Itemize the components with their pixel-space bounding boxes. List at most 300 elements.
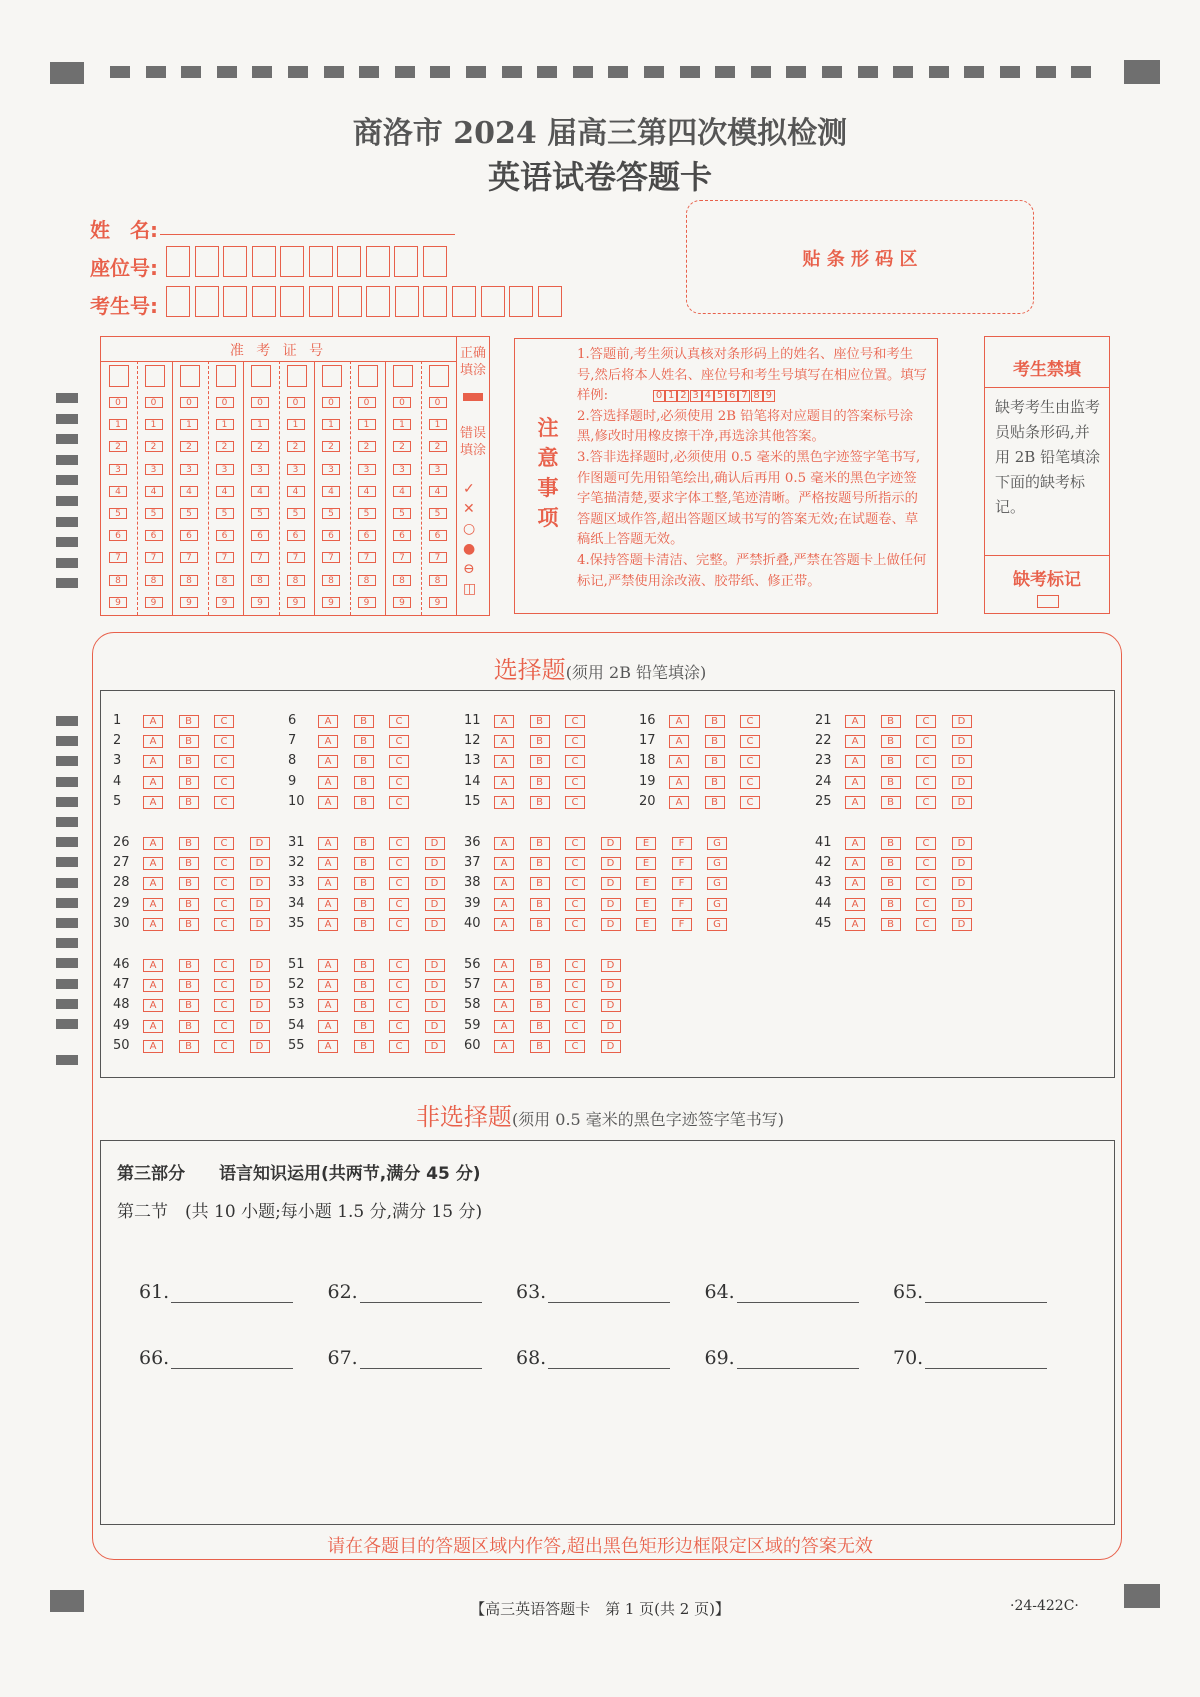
answer-bubble[interactable]: D (601, 1020, 621, 1033)
answer-bubble[interactable]: C (214, 735, 234, 748)
admission-digit-bubble[interactable]: 3 (429, 464, 447, 475)
admission-digit-bubble[interactable]: 0 (429, 397, 447, 408)
admission-digit-bubble[interactable]: 0 (358, 397, 376, 408)
answer-bubble[interactable]: B (179, 1020, 199, 1033)
answer-bubble[interactable]: B (530, 999, 550, 1012)
answer-bubble[interactable]: B (705, 735, 725, 748)
answer-bubble[interactable]: B (179, 735, 199, 748)
answer-bubble[interactable]: A (845, 837, 865, 850)
admission-digit-bubble[interactable]: 9 (109, 597, 127, 608)
admission-digit-bubble[interactable]: 2 (216, 441, 234, 452)
answer-bubble[interactable]: A (669, 776, 689, 789)
answer-bubble[interactable]: B (354, 857, 374, 870)
answer-bubble[interactable]: C (214, 1040, 234, 1053)
answer-bubble[interactable]: D (250, 918, 270, 931)
admission-digit-bubble[interactable]: 1 (322, 419, 340, 430)
answer-bubble[interactable]: B (530, 877, 550, 890)
answer-bubble[interactable]: C (565, 959, 585, 972)
answer-bubble[interactable]: B (179, 877, 199, 890)
answer-bubble[interactable]: C (389, 796, 409, 809)
answer-bubble[interactable]: A (494, 755, 514, 768)
answer-blank-67[interactable]: 67. (328, 1347, 482, 1369)
answer-bubble[interactable]: B (530, 898, 550, 911)
answer-bubble[interactable]: F (672, 857, 692, 870)
admission-digit-bubble[interactable]: 8 (358, 575, 376, 586)
answer-bubble[interactable]: B (179, 979, 199, 992)
seat-digit-cell[interactable] (423, 246, 447, 277)
admission-digit-bubble[interactable]: 9 (180, 597, 198, 608)
answer-bubble[interactable]: B (705, 796, 725, 809)
answer-bubble[interactable]: A (845, 898, 865, 911)
absent-mark-bubble[interactable] (1037, 595, 1059, 608)
admission-digit-bubble[interactable]: 0 (180, 397, 198, 408)
answer-bubble[interactable]: C (389, 1020, 409, 1033)
answer-bubble[interactable]: D (952, 898, 972, 911)
exam-number-digit-cell[interactable] (423, 286, 447, 317)
answer-bubble[interactable]: B (705, 755, 725, 768)
admission-write-cell[interactable] (393, 365, 413, 387)
answer-bubble[interactable]: C (389, 857, 409, 870)
answer-bubble[interactable]: C (214, 999, 234, 1012)
answer-bubble[interactable]: C (565, 857, 585, 870)
answer-bubble[interactable]: D (601, 979, 621, 992)
answer-bubble[interactable]: B (530, 735, 550, 748)
answer-bubble[interactable]: A (494, 959, 514, 972)
answer-bubble[interactable]: A (845, 857, 865, 870)
answer-bubble[interactable]: C (389, 735, 409, 748)
answer-bubble[interactable]: B (530, 1020, 550, 1033)
admission-digit-bubble[interactable]: 7 (216, 552, 234, 563)
admission-digit-bubble[interactable]: 8 (180, 575, 198, 586)
answer-bubble[interactable]: A (143, 796, 163, 809)
answer-blank-65[interactable]: 65. (893, 1281, 1047, 1303)
answer-bubble[interactable]: A (669, 735, 689, 748)
answer-bubble[interactable]: C (565, 1020, 585, 1033)
seat-digit-cell[interactable] (252, 246, 276, 277)
answer-bubble[interactable]: B (530, 837, 550, 850)
answer-bubble[interactable]: D (250, 898, 270, 911)
admission-digit-bubble[interactable]: 5 (251, 508, 269, 519)
answer-bubble[interactable]: C (389, 979, 409, 992)
answer-bubble[interactable]: A (318, 877, 338, 890)
answer-bubble[interactable]: C (565, 1040, 585, 1053)
answer-bubble[interactable]: D (952, 877, 972, 890)
answer-bubble[interactable]: A (494, 857, 514, 870)
admission-digit-bubble[interactable]: 5 (358, 508, 376, 519)
answer-bubble[interactable]: C (740, 715, 760, 728)
admission-digit-bubble[interactable]: 6 (358, 530, 376, 541)
answer-bubble[interactable]: C (565, 715, 585, 728)
answer-bubble[interactable]: E (636, 877, 656, 890)
answer-bubble[interactable]: C (214, 715, 234, 728)
answer-bubble[interactable]: B (354, 898, 374, 911)
answer-bubble[interactable]: B (530, 857, 550, 870)
exam-number-digit-cell[interactable] (452, 286, 476, 317)
admission-digit-bubble[interactable]: 8 (251, 575, 269, 586)
answer-bubble[interactable]: C (916, 877, 936, 890)
answer-bubble[interactable]: B (881, 898, 901, 911)
admission-write-cell[interactable] (145, 365, 165, 387)
answer-bubble[interactable]: B (530, 776, 550, 789)
admission-digit-bubble[interactable]: 9 (429, 597, 447, 608)
answer-bubble[interactable]: D (601, 857, 621, 870)
admission-digit-bubble[interactable]: 3 (393, 464, 411, 475)
admission-digit-bubble[interactable]: 3 (109, 464, 127, 475)
answer-bubble[interactable]: C (740, 735, 760, 748)
admission-digit-bubble[interactable]: 7 (322, 552, 340, 563)
answer-bubble[interactable]: A (318, 1020, 338, 1033)
answer-bubble[interactable]: D (250, 1040, 270, 1053)
answer-bubble[interactable]: A (143, 918, 163, 931)
admission-write-cell[interactable] (322, 365, 342, 387)
answer-bubble[interactable]: A (494, 796, 514, 809)
answer-bubble[interactable]: C (389, 715, 409, 728)
answer-bubble[interactable]: C (565, 755, 585, 768)
answer-bubble[interactable]: A (318, 715, 338, 728)
answer-bubble[interactable]: A (318, 898, 338, 911)
name-line[interactable] (160, 234, 455, 235)
admission-digit-bubble[interactable]: 5 (145, 508, 163, 519)
exam-number-digit-cell[interactable] (395, 286, 419, 317)
answer-bubble[interactable]: B (881, 735, 901, 748)
seat-digit-cell[interactable] (337, 246, 361, 277)
answer-bubble[interactable]: D (425, 979, 445, 992)
answer-bubble[interactable]: C (389, 959, 409, 972)
admission-digit-bubble[interactable]: 3 (322, 464, 340, 475)
answer-bubble[interactable]: B (354, 735, 374, 748)
answer-bubble[interactable]: A (494, 1040, 514, 1053)
answer-bubble[interactable]: E (636, 837, 656, 850)
answer-bubble[interactable]: B (530, 1040, 550, 1053)
answer-bubble[interactable]: C (214, 1020, 234, 1033)
admission-digit-bubble[interactable]: 0 (322, 397, 340, 408)
answer-bubble[interactable]: A (143, 898, 163, 911)
answer-bubble[interactable]: A (845, 776, 865, 789)
admission-digit-bubble[interactable]: 0 (251, 397, 269, 408)
answer-bubble[interactable]: A (494, 715, 514, 728)
admission-write-cell[interactable] (251, 365, 271, 387)
answer-bubble[interactable]: B (354, 1020, 374, 1033)
admission-digit-bubble[interactable]: 0 (287, 397, 305, 408)
answer-bubble[interactable]: C (214, 898, 234, 911)
answer-bubble[interactable]: C (565, 999, 585, 1012)
answer-bubble[interactable]: C (565, 877, 585, 890)
answer-bubble[interactable]: D (250, 857, 270, 870)
admission-digit-bubble[interactable]: 7 (287, 552, 305, 563)
answer-bubble[interactable]: A (494, 898, 514, 911)
answer-bubble[interactable]: A (143, 979, 163, 992)
answer-bubble[interactable]: B (179, 1040, 199, 1053)
answer-bubble[interactable]: A (669, 715, 689, 728)
admission-digit-bubble[interactable]: 6 (216, 530, 234, 541)
answer-bubble[interactable]: C (916, 857, 936, 870)
answer-blank-63[interactable]: 63. (516, 1281, 670, 1303)
answer-bubble[interactable]: D (601, 877, 621, 890)
answer-bubble[interactable]: D (250, 837, 270, 850)
answer-blank-62[interactable]: 62. (328, 1281, 482, 1303)
answer-bubble[interactable]: A (494, 735, 514, 748)
admission-digit-bubble[interactable]: 9 (216, 597, 234, 608)
admission-digit-bubble[interactable]: 2 (180, 441, 198, 452)
answer-bubble[interactable]: B (179, 776, 199, 789)
exam-number-digit-cell[interactable] (309, 286, 333, 317)
admission-digit-bubble[interactable]: 9 (251, 597, 269, 608)
answer-bubble[interactable]: A (845, 755, 865, 768)
answer-bubble[interactable]: B (354, 959, 374, 972)
answer-blank-68[interactable]: 68. (516, 1347, 670, 1369)
answer-bubble[interactable]: B (881, 715, 901, 728)
answer-bubble[interactable]: D (952, 715, 972, 728)
answer-bubble[interactable]: A (845, 796, 865, 809)
answer-bubble[interactable]: B (179, 999, 199, 1012)
answer-bubble[interactable]: C (565, 918, 585, 931)
answer-bubble[interactable]: C (916, 796, 936, 809)
admission-digit-bubble[interactable]: 4 (145, 486, 163, 497)
answer-bubble[interactable]: B (354, 796, 374, 809)
answer-bubble[interactable]: C (916, 735, 936, 748)
admission-digit-bubble[interactable]: 9 (393, 597, 411, 608)
answer-bubble[interactable]: B (354, 837, 374, 850)
admission-digit-bubble[interactable]: 9 (287, 597, 305, 608)
answer-bubble[interactable]: C (214, 776, 234, 789)
answer-bubble[interactable]: A (318, 755, 338, 768)
answer-bubble[interactable]: B (881, 877, 901, 890)
admission-digit-bubble[interactable]: 6 (109, 530, 127, 541)
admission-digit-bubble[interactable]: 7 (251, 552, 269, 563)
answer-bubble[interactable]: B (705, 776, 725, 789)
answer-bubble[interactable]: C (916, 918, 936, 931)
answer-bubble[interactable]: C (214, 837, 234, 850)
admission-digit-bubble[interactable]: 6 (287, 530, 305, 541)
answer-bubble[interactable]: B (881, 776, 901, 789)
answer-bubble[interactable]: B (530, 918, 550, 931)
answer-bubble[interactable]: D (425, 857, 445, 870)
answer-bubble[interactable]: B (530, 755, 550, 768)
answer-bubble[interactable]: C (565, 796, 585, 809)
admission-digit-bubble[interactable]: 1 (287, 419, 305, 430)
answer-bubble[interactable]: G (707, 918, 727, 931)
answer-bubble[interactable]: C (916, 776, 936, 789)
admission-digit-bubble[interactable]: 2 (109, 441, 127, 452)
answer-bubble[interactable]: B (881, 796, 901, 809)
admission-digit-bubble[interactable]: 5 (322, 508, 340, 519)
answer-bubble[interactable]: A (494, 776, 514, 789)
answer-bubble[interactable]: C (740, 776, 760, 789)
answer-blank-61[interactable]: 61. (139, 1281, 293, 1303)
answer-bubble[interactable]: B (530, 959, 550, 972)
answer-bubble[interactable]: D (425, 959, 445, 972)
answer-bubble[interactable]: A (143, 857, 163, 870)
answer-bubble[interactable]: A (143, 776, 163, 789)
answer-bubble[interactable]: F (672, 918, 692, 931)
admission-digit-bubble[interactable]: 4 (109, 486, 127, 497)
seat-digit-cell[interactable] (223, 246, 247, 277)
answer-bubble[interactable]: F (672, 898, 692, 911)
exam-number-digit-cell[interactable] (538, 286, 562, 317)
admission-digit-bubble[interactable]: 5 (216, 508, 234, 519)
answer-bubble[interactable]: B (881, 755, 901, 768)
answer-bubble[interactable]: D (250, 999, 270, 1012)
answer-bubble[interactable]: B (530, 979, 550, 992)
answer-bubble[interactable]: B (179, 755, 199, 768)
admission-digit-bubble[interactable]: 5 (287, 508, 305, 519)
answer-bubble[interactable]: C (214, 918, 234, 931)
admission-digit-bubble[interactable]: 6 (251, 530, 269, 541)
answer-bubble[interactable]: D (601, 918, 621, 931)
answer-bubble[interactable]: B (179, 959, 199, 972)
answer-bubble[interactable]: B (179, 918, 199, 931)
answer-bubble[interactable]: D (425, 1040, 445, 1053)
admission-digit-bubble[interactable]: 2 (393, 441, 411, 452)
admission-digit-bubble[interactable]: 2 (322, 441, 340, 452)
answer-bubble[interactable]: B (354, 715, 374, 728)
admission-digit-bubble[interactable]: 6 (180, 530, 198, 541)
admission-digit-bubble[interactable]: 1 (216, 419, 234, 430)
answer-bubble[interactable]: D (425, 877, 445, 890)
answer-bubble[interactable]: C (214, 979, 234, 992)
seat-digit-cell[interactable] (309, 246, 333, 277)
answer-bubble[interactable]: D (952, 837, 972, 850)
answer-bubble[interactable]: C (740, 755, 760, 768)
answer-bubble[interactable]: C (389, 918, 409, 931)
admission-digit-bubble[interactable]: 0 (145, 397, 163, 408)
admission-digit-bubble[interactable]: 6 (429, 530, 447, 541)
admission-digit-bubble[interactable]: 4 (251, 486, 269, 497)
admission-digit-bubble[interactable]: 1 (358, 419, 376, 430)
answer-bubble[interactable]: D (250, 979, 270, 992)
answer-bubble[interactable]: C (389, 755, 409, 768)
answer-bubble[interactable]: B (179, 796, 199, 809)
admission-digit-bubble[interactable]: 6 (145, 530, 163, 541)
seat-digit-cell[interactable] (195, 246, 219, 277)
admission-digit-bubble[interactable]: 8 (322, 575, 340, 586)
admission-digit-bubble[interactable]: 3 (358, 464, 376, 475)
admission-digit-bubble[interactable]: 2 (251, 441, 269, 452)
answer-bubble[interactable]: C (916, 755, 936, 768)
answer-bubble[interactable]: A (494, 999, 514, 1012)
admission-digit-bubble[interactable]: 2 (429, 441, 447, 452)
admission-digit-bubble[interactable]: 3 (251, 464, 269, 475)
answer-bubble[interactable]: D (250, 1020, 270, 1033)
answer-bubble[interactable]: C (916, 837, 936, 850)
answer-bubble[interactable]: B (179, 857, 199, 870)
admission-digit-bubble[interactable]: 9 (145, 597, 163, 608)
answer-bubble[interactable]: C (214, 857, 234, 870)
answer-bubble[interactable]: A (318, 776, 338, 789)
answer-bubble[interactable]: C (389, 1040, 409, 1053)
admission-digit-bubble[interactable]: 0 (393, 397, 411, 408)
admission-write-cell[interactable] (429, 365, 449, 387)
answer-bubble[interactable]: B (881, 918, 901, 931)
answer-bubble[interactable]: A (494, 1020, 514, 1033)
admission-digit-bubble[interactable]: 3 (180, 464, 198, 475)
admission-digit-bubble[interactable]: 9 (358, 597, 376, 608)
answer-bubble[interactable]: G (707, 837, 727, 850)
answer-bubble[interactable]: D (250, 959, 270, 972)
answer-bubble[interactable]: B (179, 898, 199, 911)
answer-bubble[interactable]: C (389, 898, 409, 911)
answer-bubble[interactable]: A (143, 837, 163, 850)
admission-digit-bubble[interactable]: 1 (429, 419, 447, 430)
answer-bubble[interactable]: D (425, 837, 445, 850)
admission-write-cell[interactable] (180, 365, 200, 387)
admission-digit-bubble[interactable]: 8 (429, 575, 447, 586)
answer-bubble[interactable]: C (214, 755, 234, 768)
seat-digit-cell[interactable] (166, 246, 190, 277)
admission-digit-bubble[interactable]: 0 (109, 397, 127, 408)
answer-bubble[interactable]: D (601, 837, 621, 850)
answer-bubble[interactable]: D (952, 796, 972, 809)
answer-blank-70[interactable]: 70. (893, 1347, 1047, 1369)
answer-blank-64[interactable]: 64. (705, 1281, 859, 1303)
answer-bubble[interactable]: A (143, 999, 163, 1012)
admission-digit-bubble[interactable]: 7 (180, 552, 198, 563)
answer-bubble[interactable]: D (601, 959, 621, 972)
answer-bubble[interactable]: A (143, 1020, 163, 1033)
answer-blank-66[interactable]: 66. (139, 1347, 293, 1369)
admission-digit-bubble[interactable]: 7 (145, 552, 163, 563)
admission-digit-bubble[interactable]: 4 (358, 486, 376, 497)
admission-digit-bubble[interactable]: 4 (429, 486, 447, 497)
answer-bubble[interactable]: A (494, 877, 514, 890)
admission-digit-bubble[interactable]: 3 (287, 464, 305, 475)
answer-bubble[interactable]: C (214, 959, 234, 972)
answer-bubble[interactable]: B (354, 918, 374, 931)
answer-bubble[interactable]: C (565, 776, 585, 789)
exam-number-digit-cell[interactable] (338, 286, 362, 317)
answer-bubble[interactable]: D (952, 918, 972, 931)
answer-bubble[interactable]: A (669, 755, 689, 768)
admission-digit-bubble[interactable]: 5 (109, 508, 127, 519)
exam-number-digit-cell[interactable] (195, 286, 219, 317)
answer-bubble[interactable]: E (636, 898, 656, 911)
admission-digit-bubble[interactable]: 4 (322, 486, 340, 497)
answer-bubble[interactable]: C (389, 776, 409, 789)
answer-bubble[interactable]: E (636, 918, 656, 931)
admission-digit-bubble[interactable]: 6 (322, 530, 340, 541)
exam-number-digit-cell[interactable] (223, 286, 247, 317)
admission-digit-bubble[interactable]: 1 (180, 419, 198, 430)
answer-bubble[interactable]: A (669, 796, 689, 809)
admission-digit-bubble[interactable]: 7 (109, 552, 127, 563)
answer-bubble[interactable]: B (179, 837, 199, 850)
admission-digit-bubble[interactable]: 6 (393, 530, 411, 541)
seat-digit-cell[interactable] (394, 246, 418, 277)
answer-bubble[interactable]: B (881, 837, 901, 850)
answer-bubble[interactable]: D (425, 999, 445, 1012)
answer-bubble[interactable]: A (494, 918, 514, 931)
exam-number-digit-cell[interactable] (481, 286, 505, 317)
answer-bubble[interactable]: A (143, 1040, 163, 1053)
answer-bubble[interactable]: C (389, 877, 409, 890)
answer-bubble[interactable]: B (530, 715, 550, 728)
admission-write-cell[interactable] (216, 365, 236, 387)
answer-bubble[interactable]: G (707, 898, 727, 911)
admission-digit-bubble[interactable]: 2 (358, 441, 376, 452)
answer-bubble[interactable]: A (318, 735, 338, 748)
answer-bubble[interactable]: E (636, 857, 656, 870)
answer-bubble[interactable]: B (354, 877, 374, 890)
admission-digit-bubble[interactable]: 8 (109, 575, 127, 586)
answer-bubble[interactable]: B (179, 715, 199, 728)
admission-digit-bubble[interactable]: 8 (287, 575, 305, 586)
answer-bubble[interactable]: C (916, 715, 936, 728)
admission-digit-bubble[interactable]: 8 (145, 575, 163, 586)
answer-bubble[interactable]: A (318, 918, 338, 931)
admission-digit-bubble[interactable]: 1 (145, 419, 163, 430)
answer-bubble[interactable]: A (318, 857, 338, 870)
answer-bubble[interactable]: A (494, 979, 514, 992)
